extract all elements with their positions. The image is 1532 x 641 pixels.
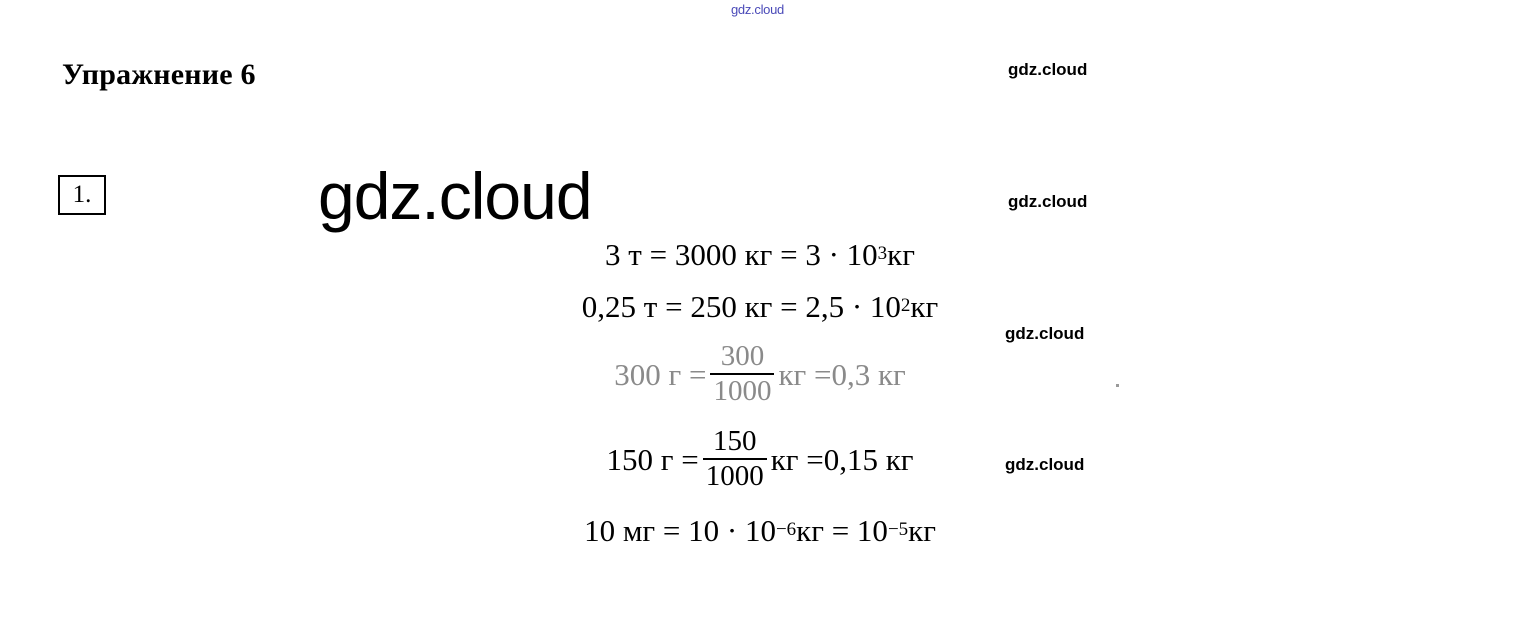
line-3-denominator: 1000 [713, 374, 772, 407]
watermark-top: gdz.cloud [731, 2, 784, 17]
watermark-right-1: gdz.cloud [1008, 60, 1088, 79]
line-3-left: 300 г = [614, 357, 707, 392]
page-title: Упражнение 6 [62, 58, 256, 91]
watermark-right-3: gdz.cloud [1005, 324, 1085, 343]
line-2-expression: 0,25 т = 250 кг = 2,5 · 10 [581, 288, 901, 324]
solution-line-5: 10 мг = 10 · 10 −6 кг = 10 −5 кг [584, 512, 936, 548]
line-4-left: 150 г = [606, 442, 699, 477]
solution-block [430, 228, 1090, 558]
line-3-middle: кг = [778, 357, 832, 392]
line-3-numerator: 300 [720, 340, 765, 373]
line-3-right: 0,3 кг [831, 357, 906, 392]
line-5-part-c: кг [908, 512, 936, 548]
line-4-middle: кг = [770, 442, 824, 477]
line-4-numerator: 150 [712, 425, 757, 458]
page-speck [1116, 384, 1119, 387]
solution-line-1: 3 т = 3000 кг = 3 · 10 3 кг [605, 236, 915, 272]
solution-line-4 [430, 417, 1090, 502]
solution-line-2: 0,25 т = 250 кг = 2,5 · 10 2 кг [581, 288, 939, 324]
line-1-expression: 3 т = 3000 кг = 3 · 10 [605, 236, 878, 272]
solution-line-3 [430, 332, 1090, 417]
line-4-fraction [703, 426, 767, 491]
line-4-right: 0,15 кг [823, 442, 914, 477]
task-number-label: 1. [72, 181, 92, 208]
watermark-center-large: gdz.cloud [318, 159, 592, 233]
watermark-right-2: gdz.cloud [1008, 192, 1088, 211]
line-1-unit: кг [887, 236, 915, 272]
watermark-right-4: gdz.cloud [1005, 455, 1085, 474]
line-5-part-b: кг = 10 [796, 512, 888, 548]
task-number-box [58, 175, 106, 215]
line-2-unit: кг [910, 288, 939, 324]
line-4-denominator: 1000 [705, 459, 764, 492]
line-5-part-a: 10 мг = 10 · 10 [584, 512, 776, 548]
line-3-fraction [710, 341, 774, 406]
